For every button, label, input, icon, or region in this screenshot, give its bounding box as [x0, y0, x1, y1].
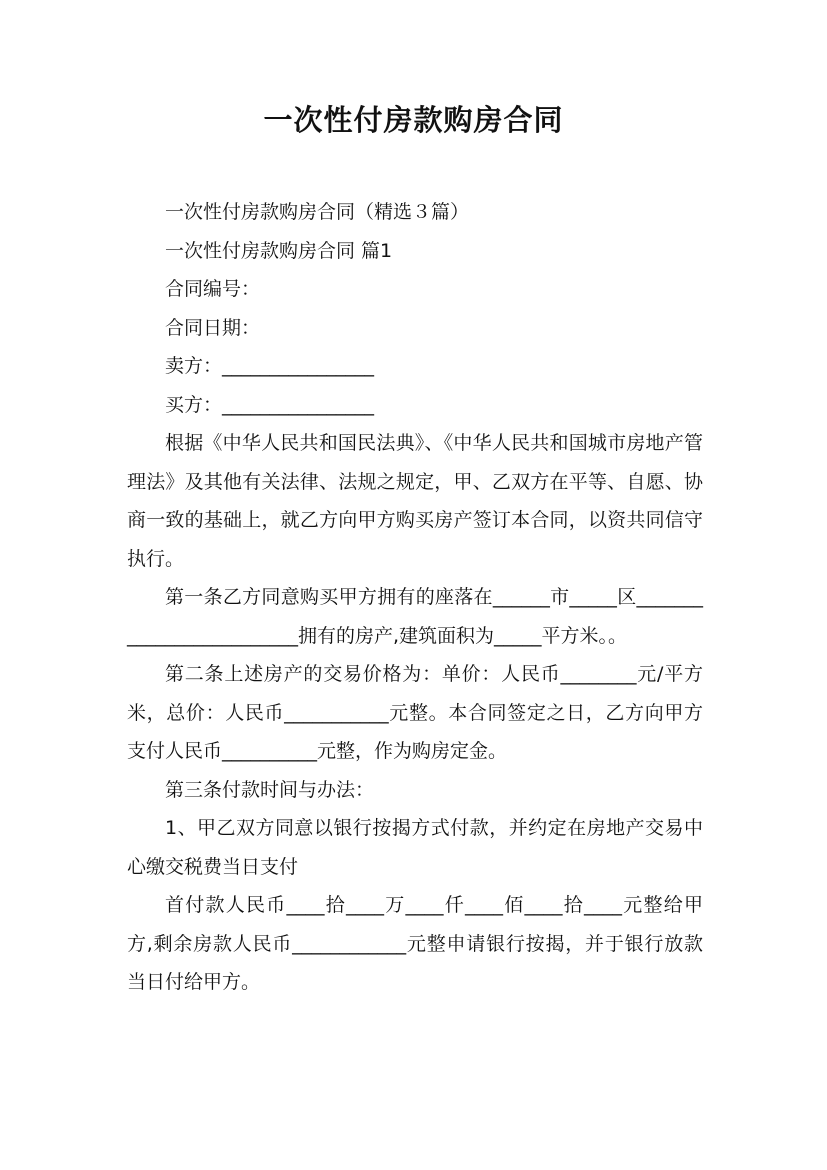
- paragraph-buyer: 买方：________________: [165, 393, 375, 416]
- paragraph-contract-number: 合同编号：: [165, 278, 261, 300]
- paragraph-article-3: 第三条付款时间与办法：: [165, 778, 375, 801]
- paragraph-section-heading: 一次性付房款购房合同 篇1: [165, 239, 393, 262]
- paragraph-legal-basis: 根据《中华人民共和国民法典》、《中华人民共和国城市房地产管理法》及其他有关法律、法规之规定，甲、乙双方在平等、自愿、协商一致的基础上，就乙方向甲方购买房产签订本合同，以资共同信守执行。: [127, 432, 703, 570]
- paragraph-article-2: 第二条上述房产的交易价格为：单价：人民币________元/平方米，总价：人民币___________元整。本合同签定之日，乙方向甲方支付人民币__________元整，作为购房定金。: [127, 663, 703, 762]
- paragraph-subtitle: 一次性付房款购房合同（精选３篇）: [165, 201, 470, 223]
- paragraph-contract-date: 合同日期：: [165, 316, 261, 339]
- document-title: 一次性付房款购房合同: [263, 103, 564, 137]
- paragraph-seller: 卖方：________________: [165, 355, 375, 377]
- paragraph-item-1: 1、甲乙双方同意以银行按揭方式付款，并约定在房地产交易中心缴交税费当日支付: [127, 817, 703, 878]
- paragraph-down-payment: 首付款人民币____拾____万____仟____佰____拾____元整给甲方,剩余房款人民币____________元整申请银行按揭，并于银行放款当日付给甲方。: [127, 894, 703, 993]
- document-body: [127, 193, 703, 1002]
- paragraph-article-1: 第一条乙方同意购买甲方拥有的座落在______市_____区_________________________拥有的房产,建筑面积为_____平方米。。: [127, 586, 703, 647]
